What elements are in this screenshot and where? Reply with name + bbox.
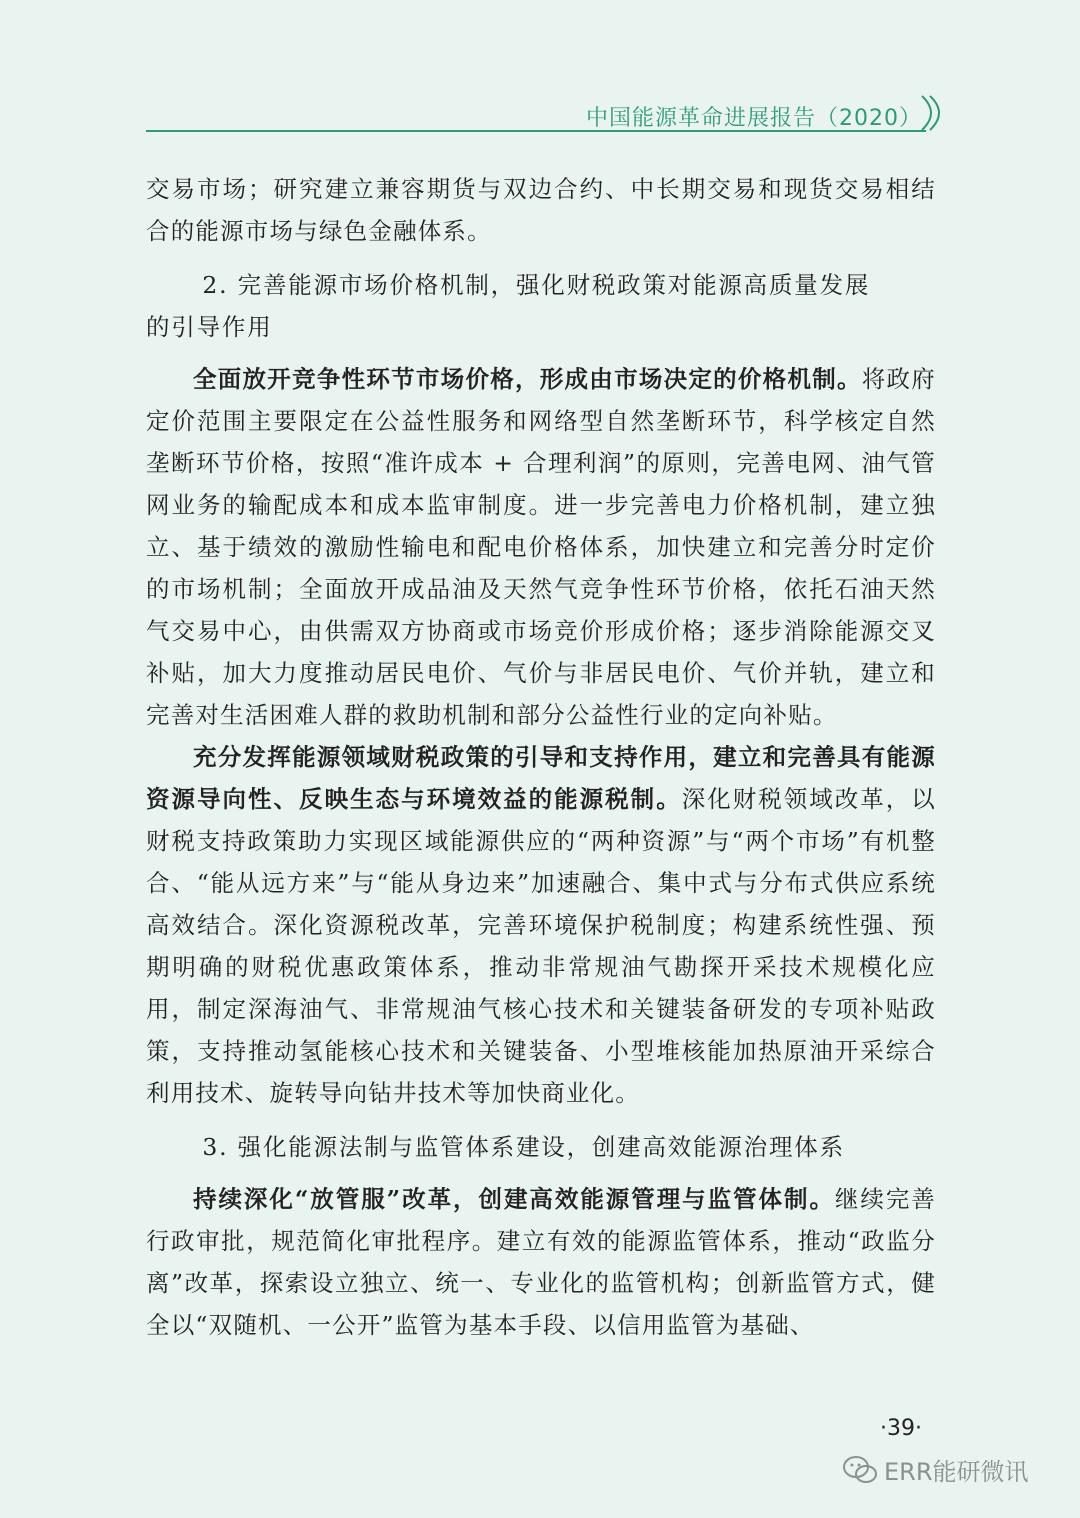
page-body xyxy=(146,168,936,1346)
section-heading-3-text: 3. 强化能源法制与监管体系建设，创建高效能源治理体系 xyxy=(202,1133,845,1161)
section-heading-2-line1: 2. 完善能源市场价格机制，强化财税政策对能源高质量发展 xyxy=(202,271,871,299)
paragraph-fiscal xyxy=(146,736,936,1114)
paragraph-continuation: 交易市场；研究建立兼容期货与双边合约、中长期交易和现货交易相结合的能源市场与绿色金融体系。 xyxy=(146,175,936,245)
watermark-text: ERR能研微讯 xyxy=(884,1458,1029,1486)
paragraph-pricing-lead: 全面放开竞争性环节市场价格，形成由市场决定的价格机制。 xyxy=(193,365,862,393)
running-header-title: 中国能源革命进展报告（2020） xyxy=(586,106,922,131)
section-heading-2-line2: 的引导作用 xyxy=(146,313,273,341)
page-number: ·39· xyxy=(880,1416,922,1441)
section-heading-3 xyxy=(146,1126,936,1168)
paragraph-regulation xyxy=(146,1178,936,1346)
paragraph-regulation-lead: 持续深化“放管服”改革，创建高效能源管理与监管体制。 xyxy=(193,1185,835,1213)
watermark xyxy=(842,1452,1029,1487)
paragraph-fiscal-text: 深化财税领域改革，以财税支持政策助力实现区域能源供应的“两种资源”与“两个市场”有机整合、“能从远方来”与“能从身边来”加速融合、集中式与分布式供应系统高效结合。深化资源税改革，完善环境保护税制度；构建系统性强、预期明确的财税优惠政策体系，推动非常规油气勘探开采技术规模化应用，制定深海油气、非常规油气核心技术和关键装备研发的专项补贴政策，支持推动氢能核心技术和关键装备、小型堆核能加热原油开采综合利用技术、旋转导向钻井技术等加快商业化。 xyxy=(146,785,937,1107)
paragraph-regulation-text: 继续完善行政审批，规范简化审批程序。建立有效的能源监管体系，推动“政监分离”改革，探索设立独立、统一、专业化的监管机构；创新监管方式，健全以“双随机、一公开”监管为基本手段、以信用监管为基础、 xyxy=(146,1185,936,1339)
section-heading-2 xyxy=(146,264,936,348)
wechat-icon xyxy=(842,1455,878,1485)
paragraph-fiscal-lead: 充分发挥能源领域财税政策的引导和支持作用，建立和完善具有能源资源导向性、反映生态与环境效益的能源税制。 xyxy=(146,743,936,813)
header-arc-decoration xyxy=(918,94,944,132)
paragraph-pricing xyxy=(146,358,936,736)
paragraph-pricing-text: 将政府定价范围主要限定在公益性服务和网络型自然垄断环节，科学核定自然垄断环节价格，按照“准许成本 + 合理利润”的原则，完善电网、油气管网业务的输配成本和成本监审制度。进一步完善电力价格机制，建立独立、基于绩效的激励性输电和配电价格体系，加快建立和完善分时定价的市场机制；全面放开成品油及天然气竞争性环节价格，依托石油天然气交易中心，由供需双方协商或市场竞价形成价格；逐步消除能源交叉补贴，加大力度推动居民电价、气价与非居民电价、气价并轨，建立和完善对生活困难人群的救助机制和部分公益性行业的定向补贴。 xyxy=(146,365,936,729)
